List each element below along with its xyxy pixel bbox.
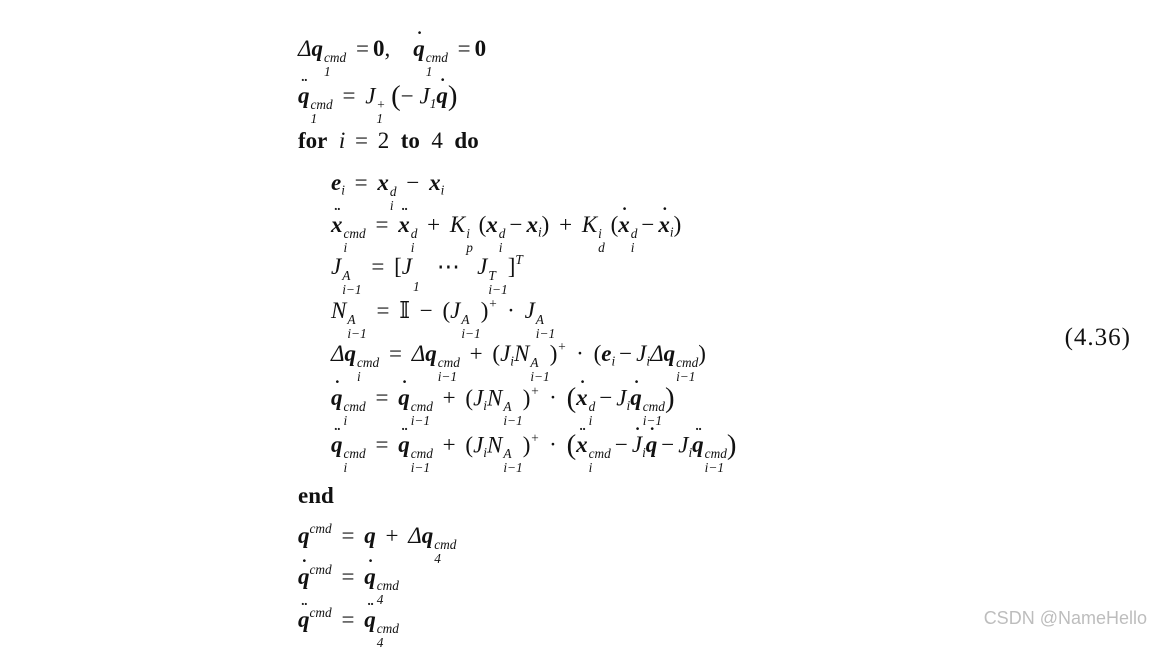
equation-line-position-cmd: Δq cmd i = Δq cmd i−1 + ($J_iN$ A i−1 )$^+ \cdot (e_i - J_i\Delta q$ cmd i−1 ): [331, 339, 706, 384]
equation-number: (4.36): [1064, 324, 1131, 351]
equation-line-augmented-jacobian: J A i−1 = [J 1 ⋯ J T i−1 ]$^T$: [331, 252, 523, 297]
equation-line-1: Δq cmd 1 = 0, ˙ q cmd 1 = 0: [298, 34, 486, 79]
for-loop-header: for i = 2 to 4 do: [298, 128, 479, 153]
keyword-do: do: [454, 128, 479, 153]
end-keyword-line: [298, 481, 334, 511]
equation-line-nullspace: N A i−1 = 𝕀 − (J A i−1 )+ · J A i−1: [331, 296, 556, 341]
equation-line-error: $e_i = x$ d i − $x_i$: [331, 170, 445, 213]
equation-line-acceleration-cmd: ¨ q cmd i = ¨ q cmd i−1 + ($J_iN$ A i−1 )+ · (¨ x cmd i −˙ $J_i˙$ $q - J_i¨$ q cmd i−1 ): [331, 430, 736, 475]
equation-line-task-accel: ¨ x cmd i = ¨ x d i + K i p (x d i − $x_i) + K$ i d (˙ x d i −˙ $x_i$): [331, 210, 681, 255]
keyword-for: for: [298, 128, 328, 153]
keyword-end: end: [298, 483, 334, 508]
equation-line-final-acceleration: ¨ $q^{cmd}$ = ¨ q cmd 4: [298, 605, 399, 650]
equation-line-final-position: $q^{cmd} = q + \Delta q$ cmd 4: [298, 521, 457, 566]
watermark: CSDN @NameHello: [983, 608, 1147, 628]
equation-line-velocity-cmd: ˙ q cmd i = ˙ q cmd i−1 + ($J_iN$ A i−1 )+ · (˙ x d i − $J_i˙$ q cmd i−1 ): [331, 383, 675, 428]
equation-line-final-velocity: ˙ $q^{cmd}$ = ˙ q cmd 4: [298, 562, 399, 607]
delta-symbol: Δ: [298, 36, 312, 61]
equation-line-2: ¨ q cmd 1 = J + 1 (− $J_1˙$ q): [298, 81, 457, 126]
keyword-to: to: [400, 128, 420, 153]
